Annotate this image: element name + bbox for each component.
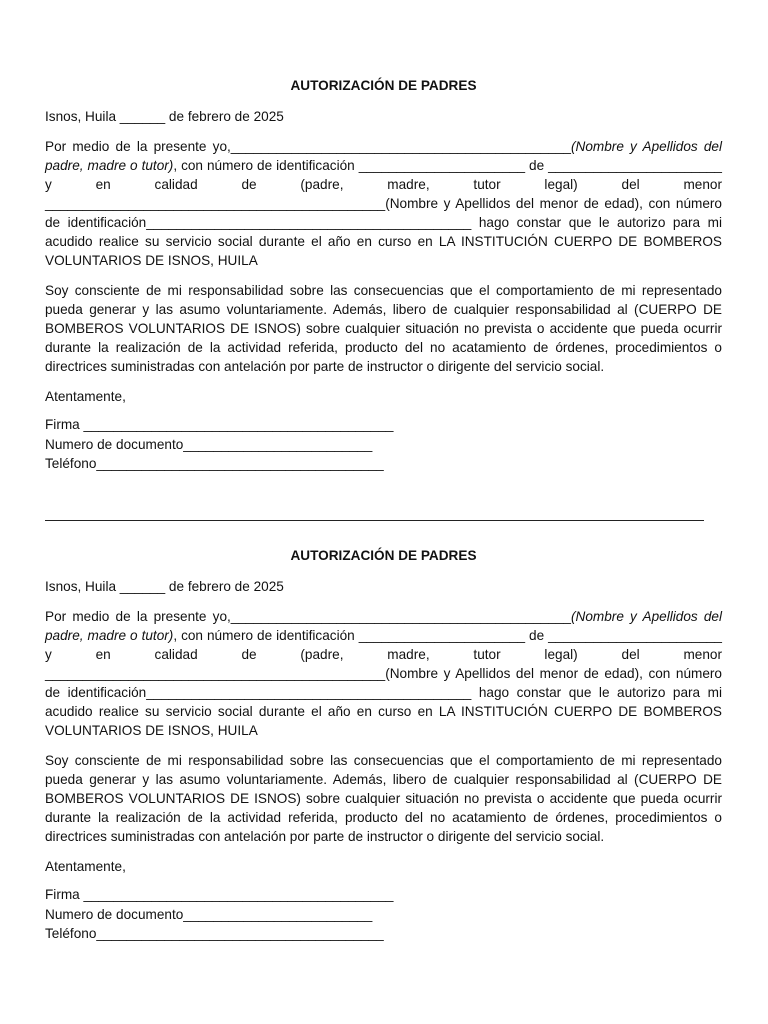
cut-line-divider <box>45 520 704 521</box>
authorization-form-2 <box>45 547 722 944</box>
phone-line[interactable]: Teléfono______________________________________ <box>45 926 384 941</box>
consent-intro: Por medio de la presente yo,_____________________________________________ <box>45 609 571 624</box>
liability-paragraph: Soy consciente de mi responsabilidad sobre las consecuencias que el comportamiento de mi representado pueda generar y las asumo voluntariamente. Además, libero de cualquier responsabilidad al (CUERPO DE BOMBEROS VOLUNTARIOS DE ISNOS) sobre cualquier situación no prevista o accidente que pueda ocurrir durante la realización de la actividad referida, producto del no acatamiento de órdenes, procedimientos o directrices suministradas con antelación por parte de instructor o dirigente del servicio social. <box>45 283 722 374</box>
consent-paragraph <box>45 137 722 270</box>
signature-line[interactable]: Firma _________________________________________ <box>45 887 394 902</box>
consent-intro: Por medio de la presente yo,_____________________________________________ <box>45 139 571 154</box>
closing: Atentamente, <box>45 859 126 874</box>
document-number-line[interactable]: Numero de documento_________________________ <box>45 436 373 452</box>
form-title: AUTORIZACIÓN DE PADRES <box>290 548 477 563</box>
consent-body: , con número de identificación ______________________ de _______________________ y en calidad de (padre, madre, tutor legal) del menor _____________________________________________(Nombre y Apellidos del menor de edad), con número de identificación___________________________________________ hago constar que le autorizo para mi acudido realice su servicio social durante el año en curso en LA INSTITUCIÓN CUERPO DE BOMBEROS VOLUNTARIOS DE ISNOS, HUILA <box>45 628 722 738</box>
signature-line[interactable]: Firma _________________________________________ <box>45 417 394 432</box>
consent-body: , con número de identificación ______________________ de _______________________ y en calidad de (padre, madre, tutor legal) del menor _____________________________________________(Nombre y Apellidos del menor de edad), con número de identificación___________________________________________ hago constar que le autorizo para mi acudido realice su servicio social durante el año en curso en LA INSTITUCIÓN CUERPO DE BOMBEROS VOLUNTARIOS DE ISNOS, HUILA <box>45 158 722 268</box>
guardian-name-hint: (Nombre y Apellidos del padre, madre o tutor) <box>45 139 722 173</box>
phone-line[interactable]: Teléfono______________________________________ <box>45 456 384 471</box>
closing: Atentamente, <box>45 389 126 404</box>
date-line: Isnos, Huila ______ de febrero de 2025 <box>45 579 284 594</box>
date-line: Isnos, Huila ______ de febrero de 2025 <box>45 109 284 124</box>
document-number-line[interactable]: Numero de documento_________________________ <box>45 906 373 922</box>
form-title: AUTORIZACIÓN DE PADRES <box>290 78 477 93</box>
consent-paragraph <box>45 607 722 740</box>
authorization-form-1 <box>45 77 722 474</box>
guardian-name-hint: (Nombre y Apellidos del padre, madre o tutor) <box>45 609 722 643</box>
liability-paragraph: Soy consciente de mi responsabilidad sobre las consecuencias que el comportamiento de mi representado pueda generar y las asumo voluntariamente. Además, libero de cualquier responsabilidad al (CUERPO DE BOMBEROS VOLUNTARIOS DE ISNOS) sobre cualquier situación no prevista o accidente que pueda ocurrir durante la realización de la actividad referida, producto del no acatamiento de órdenes, procedimientos o directrices suministradas con antelación por parte de instructor o dirigente del servicio social. <box>45 753 722 844</box>
